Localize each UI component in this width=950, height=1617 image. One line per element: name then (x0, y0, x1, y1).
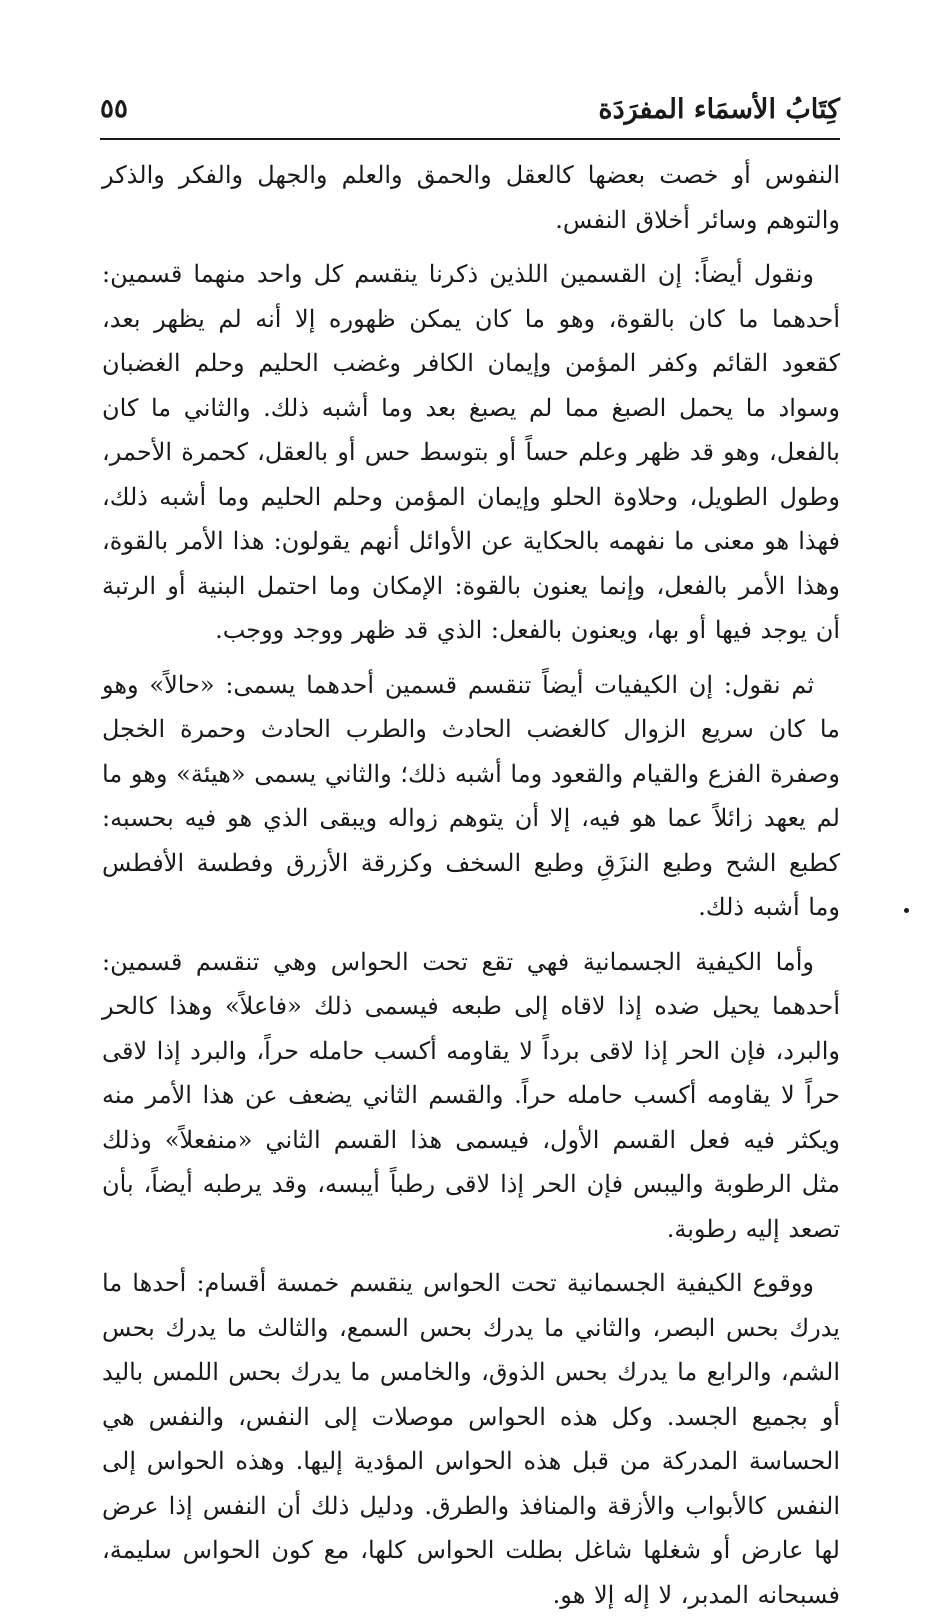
running-title: كِتَابُ الأسمَاء المفرَدَة (598, 94, 840, 125)
margin-dot-mark (904, 908, 909, 913)
page-header (100, 88, 840, 134)
paragraph-2: ونقول أيضاً: إن القسمين اللذين ذكرنا ينقسم كل واحد منهما قسمين: أحدهما ما كان بالقوة، وهو ما كان يمكن ظهوره إلا أنه لم يظهر بعد، كقعود القائم وكفر المؤمن وإيمان الكافر وغضب الحليم وحلم الغضبان وسواد ما يحمل الصبغ مما لم يصبغ بعد وما أشبه ذلك. والثاني ما كان بالفعل، وهو قد ظهر وعلم حساً أو بتوسط حس أو بالعقل، كحمرة الأحمر، وطول الطويل، وحلاوة الحلو وإيمان المؤمن وحلم الحليم وما أشبه ذلك، فهذا هو معنى ما نفهمه بالحكاية عن الأوائل أنهم يقولون: هذا الأمر بالقوة، وهذا الأمر بالفعل، وإنما يعنون بالقوة: الإمكان وما احتمل البنية أو الرتبة أن يوجد فيها أو بها، ويعنون بالفعل: الذي قد ظهر ووجد ووجب. (102, 260, 840, 644)
paragraph-3: ثم نقول: إن الكيفيات أيضاً تنقسم قسمين أحدهما يسمى: «حالاً» وهو ما كان سريع الزوال كالغضب الحادث والطرب الحادث وحمرة الخجل وصفرة الفزع والقيام والقعود وما أشبه ذلك؛ والثاني يسمى «هيئة» وهو ما لم يعهد زائلاً عما هو فيه، إلا أن يتوهم زواله ويبقى الذي هو فيه بحسبه: كطبع الشح وطبع النزَقِ وطبع السخف وكزرقة الأزرق وفطسة الأفطس وما أشبه ذلك. (102, 670, 840, 921)
page-number: ٥٥ (100, 94, 128, 124)
paragraph-4: وأما الكيفية الجسمانية فهي تقع تحت الحواس وهي تنقسم قسمين: أحدهما يحيل ضده إذا لاقاه إلى طبعه فيسمى ذلك «فاعلاً» وهذا كالحر والبرد، فإن الحر إذا لاقى برداً لا يقاومه أكسب حامله حراً، والبرد إذا لاقى حراً لا يقاومه أكسب حامله حراً. والقسم الثاني يضعف عن هذا الأمر منه ويكثر فيه فعل القسم الأول، فيسمى هذا القسم الثاني «منفعلاً» وذلك مثل الرطوبة واليبس فإن الحر إذا لاقى رطباً أيبسه، وقد يرطبه أيضاً، بأن تصعد إليه رطوبة. (102, 947, 840, 1243)
paragraph-5: ووقوع الكيفية الجسمانية تحت الحواس ينقسم خمسة أقسام: أحدها ما يدرك بحس البصر، والثاني ما يدرك بحس السمع، والثالث ما يدرك بحس الشم، والرابع ما يدرك بحس الذوق، والخامس ما يدرك بحس اللمس باليد أو بجميع الجسد. وكل هذه الحواس موصلات إلى النفس، والنفس هي الحساسة المدركة من قبل هذه الحواس المؤدية إليها. وهذه الحواس إلى النفس كالأبواب والأزقة والمنافذ والطرق. ودليل ذلك أن النفس إذا عرض لها عارض أو شغلها شاغل بطلت الحواس كلها، مع كون الحواس سليمة، فسبحانه المدبر، لا إله إلا هو. (102, 1269, 840, 1609)
paragraph-1: النفوس أو خصت بعضها كالعقل والحمق والعلم والجهل والفكر والذكر والتوهم وسائر أخلاق النفس. (102, 161, 840, 234)
body-text (102, 153, 840, 1617)
header-rule (100, 138, 840, 140)
